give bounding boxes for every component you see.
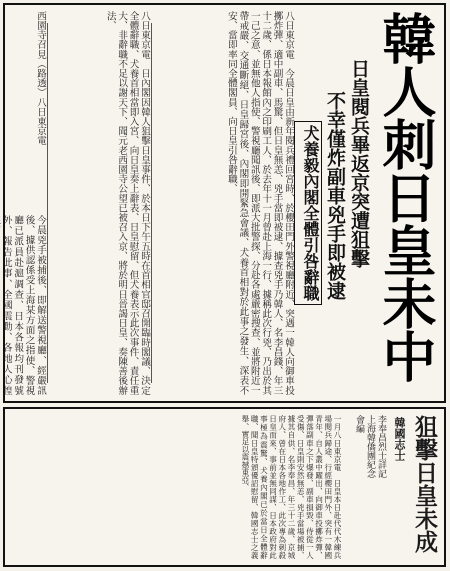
column-divider (47, 23, 48, 383)
main-headline: 韓人刺日皇未中 (374, 11, 438, 382)
top-article-clipping (0, 3, 446, 403)
bottom-article-body: 一月八日東京電 日皇本日赴代代木練兵場閱兵歸途、行經櫻田門外、突有一韓國青年、自人叢中躍出、向御車投擲炸彈、彈落副車之下爆發、副車損毀、侍從一人受傷、日皇則安然無恙、兇手當場被捕、據其自供、名李奉昌、年三十二歲、京城府人、曾在日本各地作工、此次專為刺殺日皇而來、事前並無同謀、日本政府對此事極為震驚、犬養內閣已於當日全體辭職、聞日皇特頒優詔慰留、韓國志士之義舉、實足以震撼東亞、 (240, 415, 342, 559)
article-column-c-header: 西園寺召見（路透）八日東京電 (35, 11, 46, 146)
bottom-headline-block (386, 415, 438, 561)
article-column-c: 今晨兇手被捕後、即解送警視廳、經嚴訊後、據供認係受上海某方面之指使、警視廳已派員赴滬調查、日本各報均刊發號外、報告此事、全國震動、各地人心惶 (0, 215, 46, 395)
top-headline-block (301, 11, 438, 397)
boxed-headline: 犬養毅內閣全體引咎辭職 (294, 121, 322, 305)
sub-headline-2: 不幸僅炸副車兇手即被逮 (324, 91, 346, 300)
bottom-byline: 李奉昌烈士詳記 上海韓僑團紀念會編 (354, 415, 386, 487)
column-divider (151, 23, 152, 383)
sub-headline-1: 日皇閱兵畢返京突遭狙擊 (348, 59, 370, 268)
article-column-a: 八日東京電 今晨日皇由新年閱兵禮回宮時、於櫻田門外警視廳附近、突遇一韓人向御車投擲炸彈、適中副車、馬驚、但日皇無恙、兇手當即被逮、據查兇手乃韓人、名李昌錢、年三十二歲、係日本報館內之印刷工人、於去年十一月曾赴上海一行、據稱此次行兇、乃出於其一己之意、並無他人指使、警視廳聞訊後、即派大批警探、分赴各處嚴密搜查、並將附近一帶戒嚴、交通斷絕、日皇歸宮後、內閣即開緊急會議、犬養首相對於此事之發生、深表不安、當即率同全體閣員、向日皇引咎辭職、 (225, 11, 294, 395)
bottom-sub-headline: 韓國志士 (393, 417, 406, 461)
bottom-article-clipping (3, 407, 446, 567)
bottom-main-headline: 狙擊日皇未成 (411, 415, 438, 553)
article-column-b: 八日東京電 日內閣因韓人狙擊日皇事件、於本日下午五時在首相官邸召開臨時閣議、決定全體辭職、犬養首相當即入宮、向日皇奏上辭表、日皇慰留、但犬養表示此次事件、責任重大、非辭職不足以謝天下、聞元老西園寺公望已被召入京、將於明日晉謁日皇、奏陳善後辦法、 (104, 11, 150, 395)
top-article-body (0, 11, 294, 395)
